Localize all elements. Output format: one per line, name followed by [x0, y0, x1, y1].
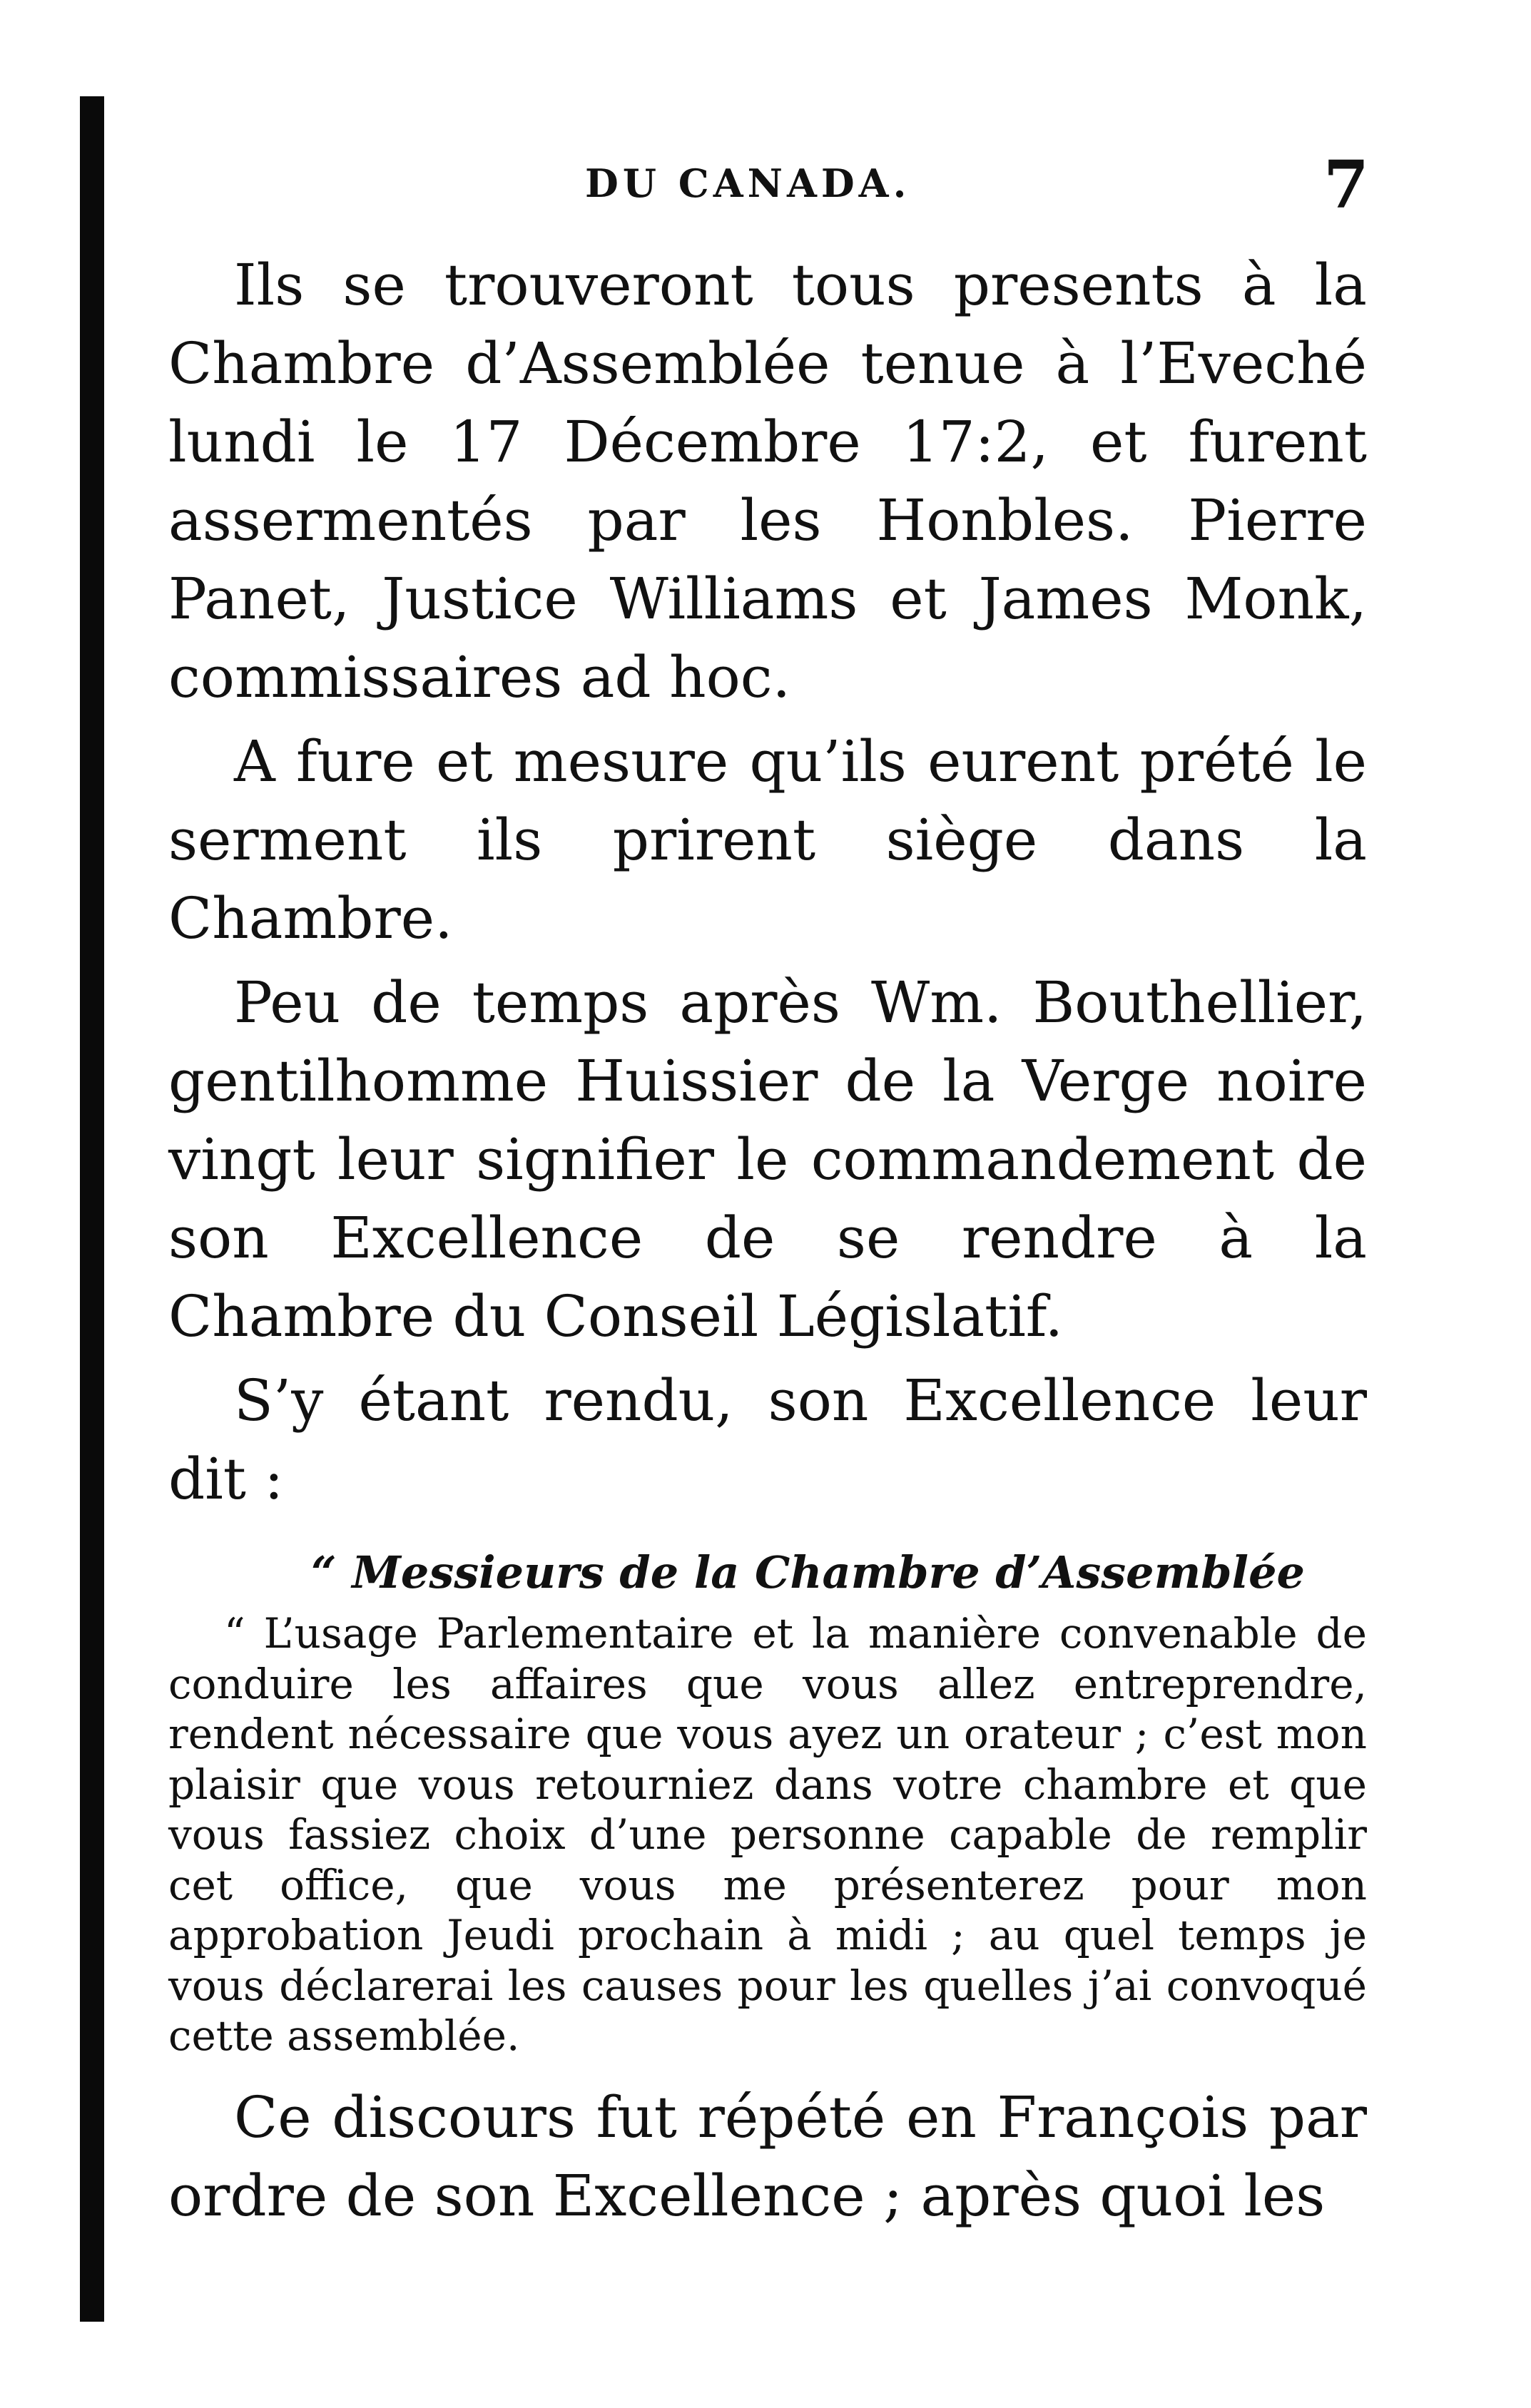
- scan-margin-bar: [80, 96, 104, 2322]
- page-number: 7: [1323, 146, 1370, 223]
- paragraph-4: S’y étant rendu, son Excellence leur dit :: [168, 1367, 1367, 1512]
- paragraph-2: A fure et mesure qu’ils eurent prété le serment ils prirent siège dans la Chambre.: [168, 728, 1367, 952]
- speech-text: “ L’usage Parlementaire et la manière convenable de conduire les affaires que vous allez entreprendre, rendent nécessaire que vous ayez un orateur ; c’est mon plaisir que vous retourniez dans votre chambre et que vous fassiez choix d’une personne capable de remplir cet office, que vous me présenterez pour mon approbation Jeudi prochain à midi ; au quel temps je vous déclarerai les causes pour les quelles j’ai convoqué cette assemblée.: [168, 1609, 1367, 2060]
- paragraph-1: Ils se trouveront tous presents à la Chambre d’Assemblée tenue à l’Eveché lundi le 17 Décembre 17:2, et furent assermentés par les Honbles. Pierre Panet, Justice Williams et James Monk, commissaires ad hoc.: [168, 252, 1367, 710]
- running-head: DU CANADA.: [585, 160, 911, 206]
- paragraph-3: Peu de temps après Wm. Bouthellier, gentilhomme Huissier de la Verge noire vingt leur signifier le commandement de son Excellence de se rendre à la Chambre du Conseil Législatif.: [168, 969, 1367, 1350]
- page-header: [0, 146, 1531, 228]
- speech-salutation: “ Messieurs de la Chambre d’Assemblée: [311, 1546, 1306, 1598]
- paragraph-5: Ce discours fut répété en François par ordre de son Excellence ; après quoi les: [168, 2083, 1367, 2229]
- page-body: [168, 246, 1367, 2241]
